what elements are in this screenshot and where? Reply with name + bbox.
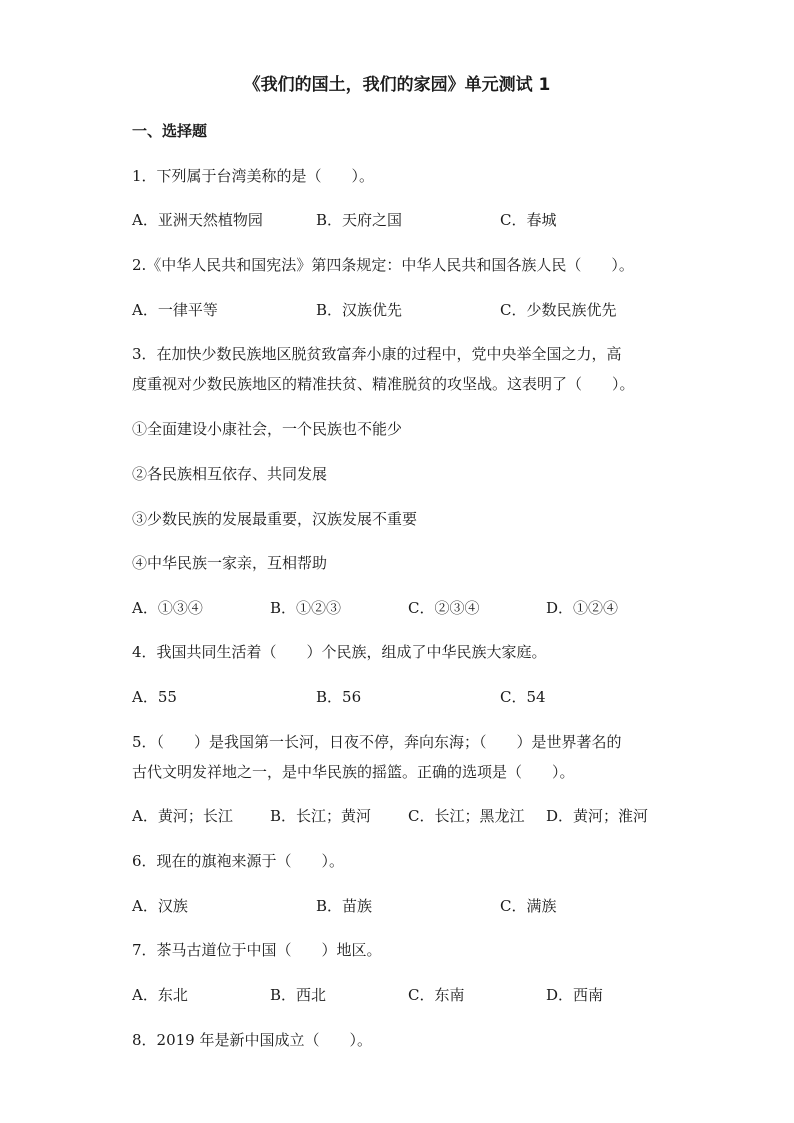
question-5-option-d: D．黄河；淮河 (546, 807, 649, 825)
question-5-stem-line-1: 5．（ ）是我国第一长河，日夜不停，奔向东海；（ ）是世界著名的 (132, 733, 622, 751)
question-6-option-a: A．汉族 (132, 897, 188, 915)
question-3-item-1: ①全面建设小康社会，一个民族也不能少 (132, 420, 403, 438)
question-4-option-b: B．56 (316, 688, 362, 706)
question-6-option-c: C．满族 (500, 897, 557, 915)
question-3-option-a: A．①③④ (132, 599, 203, 617)
question-2-option-b: B．汉族优先 (316, 301, 403, 319)
question-2-option-a: A．一律平等 (132, 301, 218, 319)
question-7-option-a: A．东北 (132, 986, 188, 1004)
question-5-option-b: B．长江；黄河 (270, 807, 372, 825)
question-7-option-c: C．东南 (408, 986, 465, 1004)
question-4-stem: 4．我国共同生活着（ ）个民族，组成了中华民族大家庭。 (132, 643, 547, 661)
question-5-stem-line-2: 古代文明发祥地之一，是中华民族的摇篮。正确的选项是（ ）。 (132, 763, 575, 781)
question-3-stem-line-2: 度重视对少数民族地区的精准扶贫、精准脱贫的攻坚战。这表明了（ ）。 (132, 375, 635, 393)
page-title: 《我们的国土，我们的家园》单元测试 1 (243, 75, 551, 95)
question-1-option-b: B．天府之国 (316, 211, 403, 229)
question-7-stem: 7．茶马古道位于中国（ ）地区。 (132, 941, 382, 959)
question-3-item-4: ④中华民族一家亲，互相帮助 (132, 554, 328, 572)
question-6-option-b: B．苗族 (316, 897, 373, 915)
question-3-option-d: D．①②④ (546, 599, 619, 617)
question-8-stem: 8．2019 年是新中国成立（ ）。 (132, 1031, 372, 1049)
question-1-option-c: C．春城 (500, 211, 557, 229)
question-3-item-2: ②各民族相互依存、共同发展 (132, 465, 328, 483)
question-7-option-d: D．西南 (546, 986, 604, 1004)
question-4-option-a: A．55 (132, 688, 177, 706)
question-2-stem: 2.《中华人民共和国宪法》第四条规定：中华人民共和国各族人民（ ）。 (132, 256, 634, 274)
question-1-option-a: A．亚洲天然植物园 (132, 211, 263, 229)
question-3-option-c: C．②③④ (408, 599, 480, 617)
question-5-option-c: C．长江；黑龙江 (408, 807, 525, 825)
question-3-option-b: B．①②③ (270, 599, 342, 617)
question-7-option-b: B．西北 (270, 986, 327, 1004)
question-3-item-3: ③少数民族的发展最重要，汉族发展不重要 (132, 510, 418, 528)
question-5-option-a: A．黄河；长江 (132, 807, 233, 825)
section-heading: 一、选择题 (132, 122, 208, 140)
question-1-stem: 1．下列属于台湾美称的是（ ）。 (132, 167, 375, 185)
question-3-stem-line-1: 3．在加快少数民族地区脱贫致富奔小康的过程中，党中央举全国之力，高 (132, 345, 622, 363)
question-4-option-c: C．54 (500, 688, 546, 706)
question-2-option-c: C．少数民族优先 (500, 301, 617, 319)
question-6-stem: 6．现在的旗袍来源于（ ）。 (132, 852, 345, 870)
